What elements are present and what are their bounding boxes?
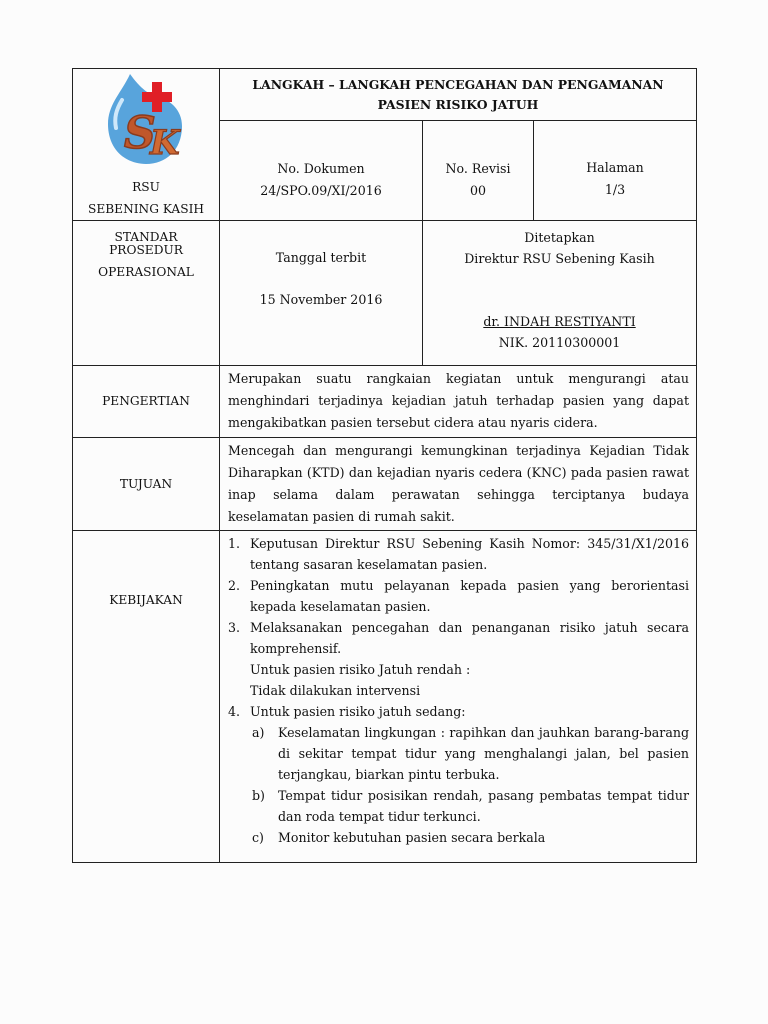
list-item: 2. Peningkatan mutu pelayanan kepada pasien yang berorientasi kepada keselamatan pasien. [228,578,690,614]
list-item: 4. Untuk pasien risiko jatuh sedang: [228,704,466,719]
kebijakan-content [220,531,697,863]
logo-cell [73,69,220,221]
revision-cell [423,121,534,221]
sop-label-line3: OPERASIONAL [98,265,194,279]
issue-date-value: 15 November 2016 [259,292,383,307]
low-risk-note-line1: Untuk pasien risiko Jatuh rendah : [250,662,471,677]
revision-value: 00 [469,182,487,198]
sop-label-line2: PROSEDUR [109,243,183,257]
page-number-cell [534,121,697,221]
list-item: 3. Melaksanakan pencegahan dan penanganan risiko jatuh secara komprehensif. [228,620,690,656]
org-name-line2: SEBENING KASIH [87,201,205,216]
tujuan-text [220,438,697,531]
issue-date-label: Tanggal terbit [275,250,367,265]
org-name-line1: RSU [132,179,160,194]
approval-label: Ditetapkan [524,230,595,245]
doc-number-value: 24/SPO.09/XI/2016 [260,182,382,198]
list-item: 1. Keputusan Direktur RSU Sebening Kasih Nomor: 345/31/X1/2016 tentang sasaran keselamatan pasien. [228,536,690,572]
revision-label: No. Revisi [445,160,511,176]
pengertian-label: PENGERTIAN [73,366,220,438]
sop-label-line1: STANDAR [114,230,178,244]
hospital-logo-icon [104,70,188,166]
approval-by: Direktur RSU Sebening Kasih [464,251,655,266]
svg-text:K: K [150,122,180,163]
pengertian-paragraph: Merupakan suatu rangkaian kegiatan untuk mengurangi atau menghindari terjadinya kejadian jatuh terhadap pasien yang dapat mengakibatkan pasien tersebut cidera atau nyaris cidera. [228,371,690,430]
sub-list-item: c) Monitor kebutuhan pasien secara berkala [252,830,546,845]
svg-text:S: S [124,107,156,159]
sop-table [72,68,697,863]
page-value: 1/3 [604,182,626,197]
tujuan-paragraph: Mencegah dan mengurangi kemungkinan terjadinya Kejadian Tidak Diharapkan (KTD) dan kejadian nyaris cedera (KNC) pada pasien rawat inap selama dalam perawatan sehingga terciptanya budaya keselamatan pasien di rumah sakit. [228,443,690,524]
pengertian-text [220,366,697,438]
sub-list [220,722,689,848]
low-risk-note [220,659,689,701]
document-title [220,69,697,121]
issue-date-cell [220,221,423,366]
sop-label-cell [73,221,220,366]
sub-list-item: a) Keselamatan lingkungan : rapihkan dan jauhkan barang-barang di sekitar tempat tidur yang menghalangi jalan, bel pasien terjangkau, biarkan pintu terbuka. [252,725,690,782]
title-line1: LANGKAH – LANGKAH PENCEGAHAN DAN PENGAMANAN [252,76,664,92]
signer-name: dr. INDAH RESTIYANTI [483,314,636,329]
low-risk-note-line2: Tidak dilakukan intervensi [250,683,421,698]
title-line2: PASIEN RISIKO JATUH [377,96,539,112]
sub-list-item: b) Tempat tidur posisikan rendah, pasang pembatas tempat tidur dan roda tempat tidur terkunci. [252,788,690,824]
policy-list [220,533,689,659]
page-label: Halaman [586,160,644,175]
approval-cell [423,221,697,366]
doc-number-label: No. Dokumen [277,160,365,176]
policy-list-continued [220,701,689,722]
signer-nik: NIK. 20110300001 [498,335,621,350]
tujuan-label: TUJUAN [73,438,220,531]
kebijakan-label: KEBIJAKAN [73,531,220,863]
doc-number-cell [220,121,423,221]
